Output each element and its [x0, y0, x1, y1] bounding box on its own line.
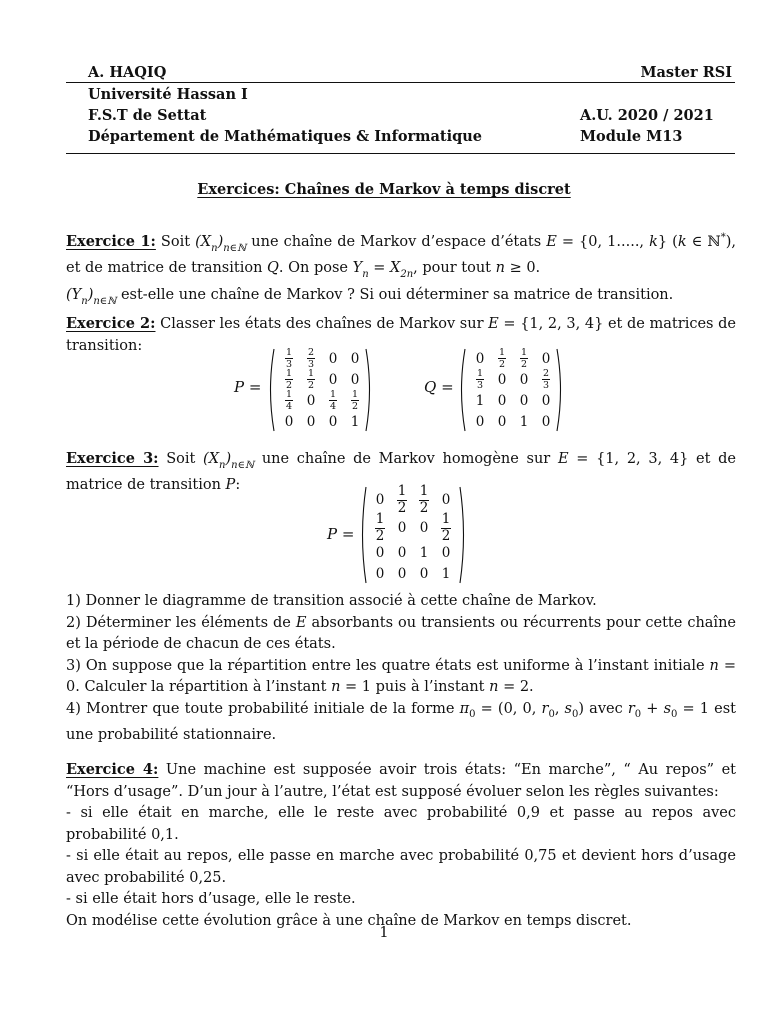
ex3-text: est une probabilité stationnaire.: [66, 700, 736, 743]
right-paren: [458, 486, 468, 584]
matrix-cell: 1 2: [307, 367, 315, 391]
ex2-text: et de matrices de transition:: [66, 316, 736, 354]
matrix-cell: 0: [328, 350, 338, 367]
ex2-text: Classer les états des chaînes de Markov sur: [155, 316, 489, 332]
page-title: [0, 181, 768, 198]
matrix-p3-label: P =: [327, 525, 355, 543]
matrix-cell: 0: [475, 350, 485, 367]
matrix-cell: 0: [519, 371, 529, 388]
ex3-text: avec: [584, 700, 628, 717]
matrix-cell: 0: [375, 565, 385, 582]
matrix-cell: 1: [475, 392, 485, 409]
matrix-cell: 0: [541, 350, 551, 367]
ex4-bullet: - si elle était au repos, elle passe en marche avec probabilité 0,75 et devient hors d’usage avec probabilité 0,25.: [66, 848, 736, 886]
ex3-question-4: 4) Montrer que toute probabilité initiale de la forme $\pi_0 = (0$, 0, $r_0$, $s_0$) avec $r_0 + s_0 = 1$ est une probabilité stationnaire.: [66, 700, 736, 743]
matrix-cell: 1 4: [329, 388, 337, 412]
ex1-text: ), et de matrice de transition: [66, 233, 736, 277]
exercise-3-label: Exercice 3:: [66, 450, 159, 467]
matrix-cell: 0: [397, 565, 407, 582]
ex3-text: une chaîne de Markov homogène sur: [254, 451, 558, 467]
matrix-cell: 0: [306, 413, 316, 430]
header-block: [88, 84, 732, 147]
university: Université Hassan I: [88, 86, 248, 103]
ex3-text: 3) On suppose que la répartition entre les quatre états est uniforme à l’instant initiale: [66, 657, 710, 674]
exercise-1: Exercice 1: Soit $(X_n)_{n\in ℕ}$ une chaîne de Markov d’espace d’états E = {0, 1....., k} (k ∈ ℕ*), et de matrice de transition Q. On pose $Y_n = X_{2n}$, pour tout n ≥ 0. $(Y_n)_{n\in ℕ}$ est-elle une chaîne de Markov ? Si oui déterminer sa matrice de transition.: [66, 232, 736, 307]
page-title-text: Exercices: Chaînes de Markov à temps discret: [197, 181, 571, 198]
matrix-p3: [369, 483, 457, 584]
matrix-cell: 0: [375, 492, 385, 508]
matrix-cell: 0: [328, 371, 338, 388]
ex3-text: puis à l’instant: [371, 679, 490, 695]
matrix-cell: 1: [441, 565, 451, 582]
matrix-cell: 0: [328, 413, 338, 430]
ex3-text: 2) Déterminer les éléments de: [66, 614, 296, 631]
ex3-text: et de matrice de transition: [66, 451, 736, 494]
matrix-cell: 1 2: [285, 367, 293, 391]
matrix-cell: 1 2: [419, 483, 429, 516]
matrix-cell: 0: [541, 392, 551, 409]
matrix-cell: 1: [350, 413, 360, 430]
matrix-cell: 1 3: [476, 367, 484, 391]
program: Master RSI: [640, 64, 732, 81]
matrix-cell: 0: [350, 350, 360, 367]
matrix-cell: 0: [397, 544, 407, 561]
exercise-3-questions: [66, 591, 736, 746]
ex3-text: 4) Montrer que toute probabilité initiale de la forme: [66, 700, 460, 717]
header-bottom-rule: [66, 153, 735, 154]
matrix-cell: 1 2: [375, 511, 385, 544]
matrix-cell: 1 2: [441, 511, 451, 544]
department: Département de Mathématiques & Informatique: [88, 128, 482, 145]
ex3-question-2: 2) Déterminer les éléments de E absorbants ou transients ou récurrents pour cette chaîne et la période de chacun de ces états.: [66, 614, 736, 652]
ex4-bullet: - si elle était hors d’usage, elle le reste.: [66, 891, 356, 907]
matrix-cell: 2 3: [307, 346, 315, 370]
matrix-cell: 0: [419, 565, 429, 582]
header-top-rule: [66, 82, 735, 83]
right-paren: [364, 348, 374, 432]
matrix-cell: 1 2: [351, 388, 359, 412]
ex4-text: Une machine est supposée avoir trois états: “En marche”, “ Au repos” et “Hors d’usage”. D’un jour à l’autre, l’état est supposé évoluer selon les règles suivantes:: [66, 762, 736, 800]
matrix-p: [278, 348, 366, 432]
faculty: F.S.T de Settat: [88, 107, 207, 124]
matrix-cell: 0: [441, 544, 451, 561]
ex3-question-1: 1) Donner le diagramme de transition associé à cette chaîne de Markov.: [66, 593, 597, 609]
left-paren: [266, 348, 276, 432]
header: [88, 62, 732, 83]
matrix-cell: 1 2: [520, 346, 528, 370]
matrix-cell: 1 2: [498, 346, 506, 370]
exercise-1-label: Exercice 1:: [66, 232, 156, 250]
matrix-cell: 0: [375, 544, 385, 561]
matrix-cell: 0: [497, 371, 507, 388]
ex4-bullet: - si elle était en marche, elle le reste avec probabilité 0,9 et passe au repos avec probabilité 0,1.: [66, 805, 736, 843]
matrix-cell: 0: [306, 392, 316, 409]
matrix-cell: 2 3: [542, 367, 550, 391]
academic-year: A.U. 2020 / 2021: [580, 107, 714, 124]
matrix-cell: 1: [519, 413, 529, 430]
matrix-cell: 0: [497, 392, 507, 409]
ex1-text: . On pose: [278, 260, 353, 277]
matrix-cell: 0: [419, 520, 429, 536]
matrix-cell: 0: [519, 392, 529, 409]
page-number: 1: [379, 925, 389, 941]
exercise-3: Exercice 3: Soit $(X_n)_{n\in ℕ}$ une chaîne de Markov homogène sur E = {1, 2, 3, 4} et de matrice de transition P:: [66, 450, 736, 494]
matrix-cell: 0: [541, 413, 551, 430]
right-paren: [555, 348, 565, 432]
module: Module M13: [580, 128, 683, 145]
matrix-q-label: Q =: [424, 378, 454, 396]
matrix-p-label: P =: [234, 378, 262, 396]
ex3-text: absorbants ou transients ou récurrents pour cette chaîne et la période de chacun de ces états.: [66, 614, 736, 652]
matrix-cell: 1: [419, 544, 429, 561]
matrix-cell: 0: [475, 413, 485, 430]
matrix-cell: 0: [350, 371, 360, 388]
ex3-question-3: 3) On suppose que la répartition entre les quatre états est uniforme à l’instant initiale n = 0. Calculer la répartition à l’instant n = 1 puis à l’instant n = 2.: [66, 657, 736, 695]
matrix-cell: 1 4: [285, 388, 293, 412]
exercise-2-label: Exercice 2:: [66, 315, 156, 332]
ex3-text: . Calculer la répartition à l’instant: [75, 679, 332, 695]
matrix-q: [469, 348, 557, 432]
matrix-cell: 0: [441, 492, 451, 508]
exercise-4-label: Exercice 4:: [66, 761, 159, 778]
ex4-bullet: On modélise cette évolution grâce à une chaîne de Markov en temps discret.: [66, 912, 632, 929]
ex1-text: (: [667, 233, 678, 250]
exercise-2: Exercice 2: Classer les états des chaînes de Markov sur E = {1, 2, 3, 4} et de matrices de transition:: [66, 315, 736, 354]
left-paren: [358, 486, 368, 584]
matrix-cell: 0: [397, 520, 407, 536]
exercise-4: [66, 759, 736, 932]
left-paren: [457, 348, 467, 432]
ex1-text: est-elle une chaîne de Markov ? Si oui déterminer sa matrice de transition.: [116, 286, 674, 303]
author: A. HAQIQ: [88, 64, 167, 81]
ex3-text: Soit: [158, 451, 204, 467]
ex1-text: Soit: [155, 233, 196, 250]
ex1-text: , pour tout: [413, 260, 496, 277]
matrix-cell: 0: [497, 413, 507, 430]
matrix-cell: 1 2: [397, 483, 407, 516]
matrix-cell: 0: [284, 413, 294, 430]
ex1-text: une chaîne de Markov d’espace d’états: [246, 233, 547, 250]
matrix-cell: 1 3: [285, 346, 293, 370]
